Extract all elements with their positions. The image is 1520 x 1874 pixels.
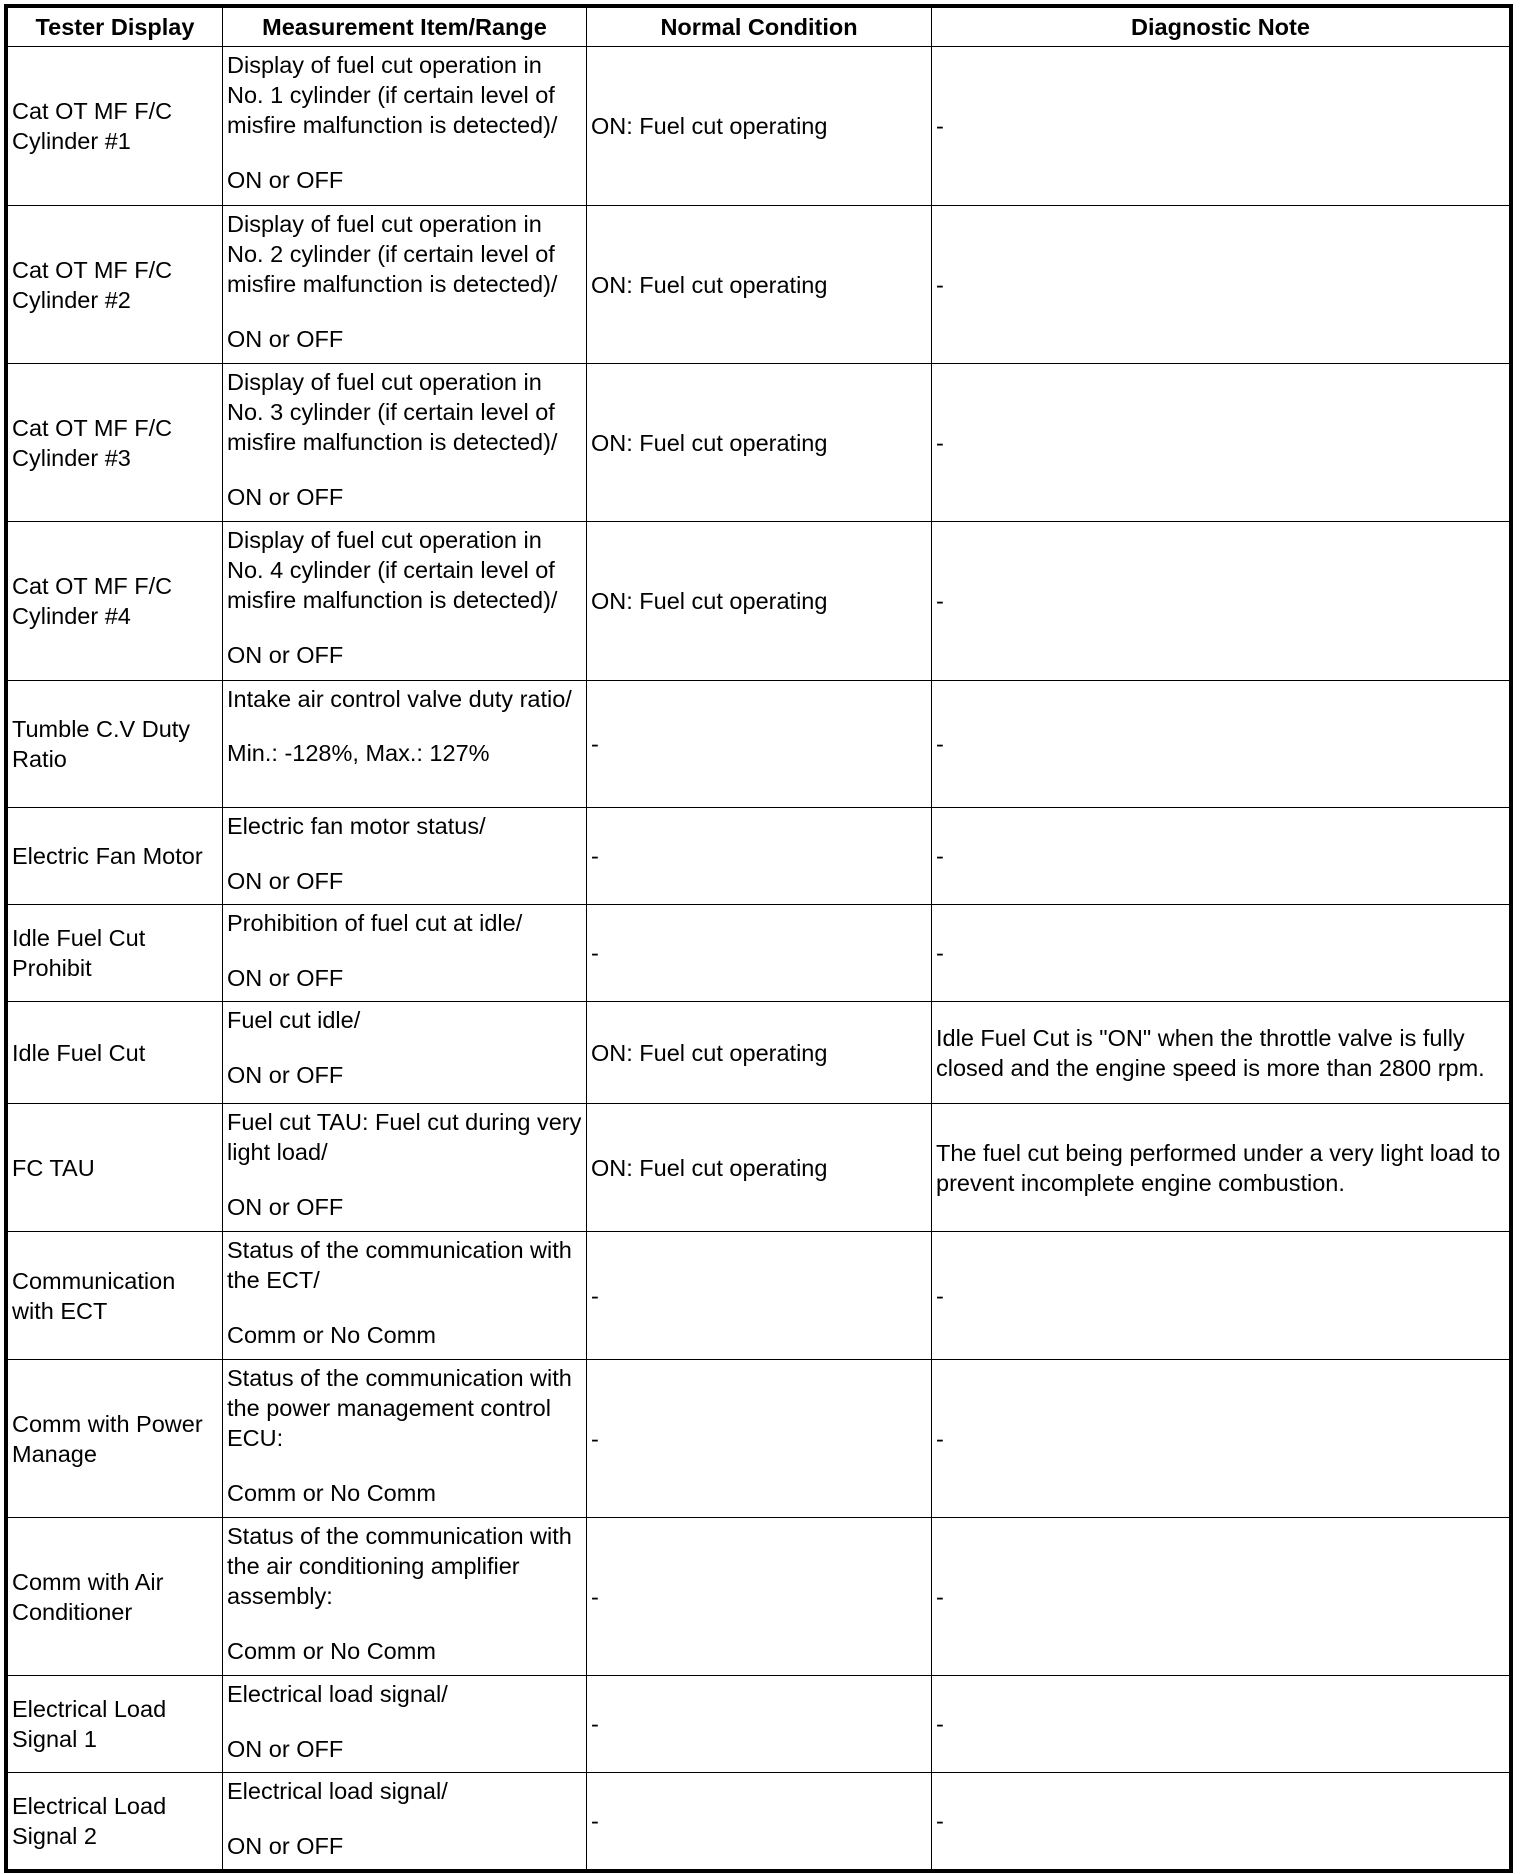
- tester-display-cell: Comm with Power Manage: [8, 1360, 223, 1518]
- measurement-range: ON or OFF: [227, 965, 344, 991]
- normal-condition-cell: -: [587, 1773, 932, 1870]
- diagnostic-note-cell: -: [932, 47, 1510, 206]
- measurement-description: Electrical load signal/: [227, 1778, 448, 1804]
- tester-display-cell: Electrical Load Signal 1: [8, 1676, 223, 1773]
- header-tester-display: Tester Display: [8, 8, 223, 47]
- table-row: [8, 522, 1510, 681]
- tester-display-cell: Cat OT MF F/C Cylinder #2: [8, 206, 223, 364]
- measurement-range: ON or OFF: [227, 326, 344, 352]
- measurement-range: Min.: -128%, Max.: 127%: [227, 740, 490, 766]
- table-row: [8, 1360, 1510, 1518]
- measurement-description: Fuel cut idle/: [227, 1007, 361, 1033]
- tester-display-cell: FC TAU: [8, 1104, 223, 1232]
- diagnostic-note-cell: -: [932, 522, 1510, 681]
- measurement-description: Prohibition of fuel cut at idle/: [227, 910, 523, 936]
- normal-condition-cell: -: [587, 1232, 932, 1360]
- measurement-description: Display of fuel cut operation in No. 1 cylinder (if certain level of misfire malfunction is detected)/: [227, 52, 558, 138]
- measurement-description: Fuel cut TAU: Fuel cut during very light load/: [227, 1109, 582, 1165]
- measurement-description: Display of fuel cut operation in No. 3 cylinder (if certain level of misfire malfunction is detected)/: [227, 369, 558, 455]
- normal-condition-cell: ON: Fuel cut operating: [587, 206, 932, 364]
- tester-display-cell: Tumble C.V Duty Ratio: [8, 681, 223, 808]
- diagnostic-note-cell: -: [932, 1232, 1510, 1360]
- table-body: [8, 47, 1510, 1870]
- measurement-cell: [223, 206, 587, 364]
- diagnostic-note-cell: -: [932, 808, 1510, 905]
- measurement-range: ON or OFF: [227, 484, 344, 510]
- measurement-range: ON or OFF: [227, 642, 344, 668]
- table-row: [8, 1676, 1510, 1773]
- diagnostic-note-cell: -: [932, 1360, 1510, 1518]
- table-row: [8, 1104, 1510, 1232]
- diagnostic-note-cell: -: [932, 1773, 1510, 1870]
- header-diagnostic-note: Diagnostic Note: [932, 8, 1510, 47]
- diagnostic-note-cell: The fuel cut being performed under a very light load to prevent incomplete engine combustion.: [932, 1104, 1510, 1232]
- tester-display-cell: Comm with Air Conditioner: [8, 1518, 223, 1676]
- table-row: [8, 1773, 1510, 1870]
- measurement-cell: [223, 681, 587, 808]
- measurement-range: Comm or No Comm: [227, 1638, 436, 1664]
- measurement-range: Comm or No Comm: [227, 1480, 436, 1506]
- measurement-description: Electric fan motor status/: [227, 813, 486, 839]
- measurement-cell: [223, 1104, 587, 1232]
- measurement-description: Display of fuel cut operation in No. 2 cylinder (if certain level of misfire malfunction is detected)/: [227, 211, 558, 297]
- tester-display-cell: Cat OT MF F/C Cylinder #1: [8, 47, 223, 206]
- measurement-cell: [223, 1232, 587, 1360]
- measurement-cell: [223, 1518, 587, 1676]
- tester-display-cell: Cat OT MF F/C Cylinder #4: [8, 522, 223, 681]
- header-measurement-item: Measurement Item/Range: [223, 8, 587, 47]
- measurement-range: ON or OFF: [227, 167, 344, 193]
- measurement-cell: [223, 47, 587, 206]
- measurement-description: Intake air control valve duty ratio/: [227, 686, 572, 712]
- measurement-range: ON or OFF: [227, 868, 344, 894]
- measurement-range: ON or OFF: [227, 1833, 344, 1859]
- normal-condition-cell: -: [587, 1518, 932, 1676]
- measurement-cell: [223, 1773, 587, 1870]
- tester-display-cell: Electric Fan Motor: [8, 808, 223, 905]
- measurement-description: Display of fuel cut operation in No. 4 cylinder (if certain level of misfire malfunction is detected)/: [227, 527, 558, 613]
- tester-display-cell: Idle Fuel Cut Prohibit: [8, 905, 223, 1002]
- diagnostic-note-cell: -: [932, 1518, 1510, 1676]
- table-row: [8, 905, 1510, 1002]
- measurement-cell: [223, 1002, 587, 1104]
- tester-display-cell: Communication with ECT: [8, 1232, 223, 1360]
- measurement-cell: [223, 522, 587, 681]
- table-row: [8, 47, 1510, 206]
- table-row: [8, 1002, 1510, 1104]
- table-row: [8, 206, 1510, 364]
- diagnostic-note-cell: Idle Fuel Cut is "ON" when the throttle valve is fully closed and the engine speed is more than 2800 rpm.: [932, 1002, 1510, 1104]
- diagnostic-note-cell: -: [932, 681, 1510, 808]
- measurement-cell: [223, 1676, 587, 1773]
- table-row: [8, 808, 1510, 905]
- normal-condition-cell: -: [587, 681, 932, 808]
- measurement-description: Status of the communication with the air conditioning amplifier assembly:: [227, 1523, 572, 1609]
- header-row: [8, 8, 1510, 47]
- normal-condition-cell: -: [587, 1360, 932, 1518]
- diagnostic-note-cell: -: [932, 206, 1510, 364]
- table-row: [8, 364, 1510, 522]
- measurement-description: Status of the communication with the ECT/: [227, 1237, 572, 1293]
- measurement-description: Status of the communication with the power management control ECU:: [227, 1365, 572, 1451]
- measurement-range: ON or OFF: [227, 1062, 344, 1088]
- diagnostic-note-cell: -: [932, 364, 1510, 522]
- normal-condition-cell: ON: Fuel cut operating: [587, 522, 932, 681]
- normal-condition-cell: -: [587, 808, 932, 905]
- table-row: [8, 1232, 1510, 1360]
- tester-display-cell: Idle Fuel Cut: [8, 1002, 223, 1104]
- measurement-range: ON or OFF: [227, 1736, 344, 1762]
- normal-condition-cell: -: [587, 1676, 932, 1773]
- data-list-table: [7, 7, 1510, 1870]
- measurement-description: Electrical load signal/: [227, 1681, 448, 1707]
- measurement-range: ON or OFF: [227, 1194, 344, 1220]
- diagnostic-note-cell: -: [932, 905, 1510, 1002]
- normal-condition-cell: ON: Fuel cut operating: [587, 1002, 932, 1104]
- measurement-cell: [223, 1360, 587, 1518]
- header-normal-condition: Normal Condition: [587, 8, 932, 47]
- normal-condition-cell: ON: Fuel cut operating: [587, 1104, 932, 1232]
- normal-condition-cell: -: [587, 905, 932, 1002]
- measurement-range: Comm or No Comm: [227, 1322, 436, 1348]
- table-row: [8, 681, 1510, 808]
- measurement-cell: [223, 364, 587, 522]
- measurement-cell: [223, 808, 587, 905]
- table-row: [8, 1518, 1510, 1676]
- tester-display-cell: Electrical Load Signal 2: [8, 1773, 223, 1870]
- normal-condition-cell: ON: Fuel cut operating: [587, 47, 932, 206]
- measurement-cell: [223, 905, 587, 1002]
- normal-condition-cell: ON: Fuel cut operating: [587, 364, 932, 522]
- diagnostic-note-cell: -: [932, 1676, 1510, 1773]
- tester-display-cell: Cat OT MF F/C Cylinder #3: [8, 364, 223, 522]
